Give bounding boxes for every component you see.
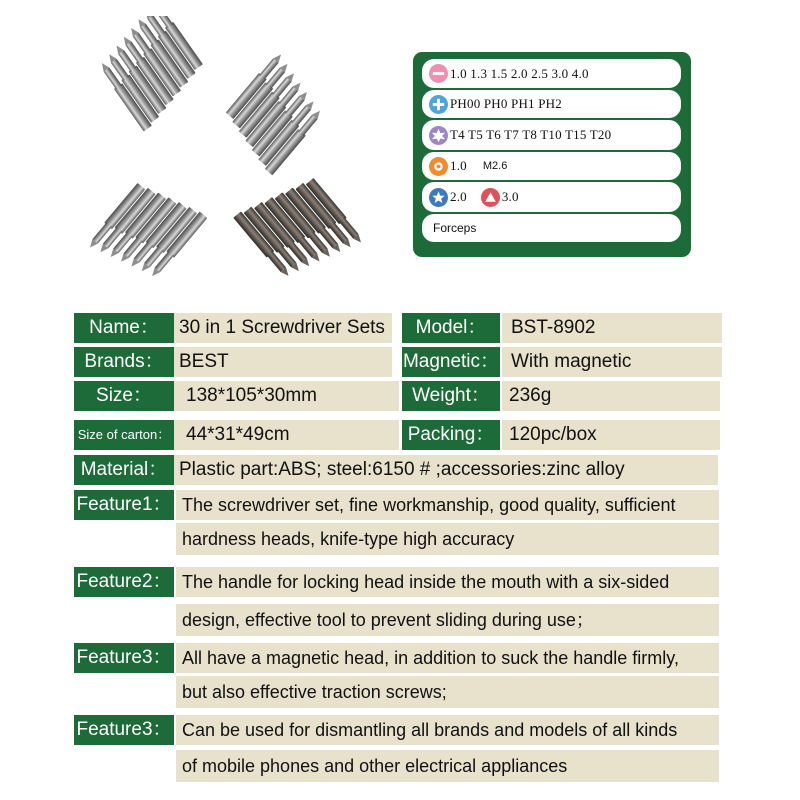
bit-types-panel (413, 52, 691, 257)
magnetic-value: With magnetic (502, 347, 722, 377)
bit-cluster-bottom-right (233, 162, 365, 295)
star-circle-icon (429, 126, 448, 145)
ring-circle-icon (429, 157, 448, 176)
bit-row-torx (422, 120, 681, 150)
feature2-line1: The handle for locking head inside the mouth with a six-sided (176, 567, 719, 597)
packing-label: Packing： (402, 420, 500, 450)
bit-row-forceps (422, 214, 681, 242)
feature1-label: Feature1： (74, 490, 174, 520)
brands-label: Brands： (74, 347, 174, 377)
size-value: 138*105*30mm (174, 381, 399, 411)
feature1-line2: hardness heads, knife-type high accuracy (176, 523, 719, 555)
ring-size: 1.0 (450, 158, 467, 173)
model-value: BST-8902 (502, 313, 722, 343)
phillips-sizes: PH00 PH0 PH1 PH2 (450, 96, 562, 111)
forceps-label: Forceps (433, 221, 477, 235)
slotted-sizes: 1.0 1.3 1.5 2.0 2.5 3.0 4.0 (450, 65, 589, 81)
feature3-line1: All have a magnetic head, in addition to suck the handle firmly, (176, 643, 719, 673)
weight-value: 236g (502, 381, 720, 411)
triangle-icon (481, 188, 500, 207)
bit-row-tri-wing (422, 152, 681, 180)
bit-row-phillips (422, 90, 681, 118)
name-value: 30 in 1 Screwdriver Sets (174, 313, 392, 343)
m-size: M2.6 (482, 160, 508, 172)
bit-cluster-top-left (88, 16, 215, 131)
size-label: Size： (74, 381, 174, 411)
packing-value: 120pc/box (502, 420, 720, 450)
model-label: Model： (402, 313, 500, 343)
feature4-line2: of mobile phones and other electrical appliances (176, 750, 719, 782)
torx-sizes: T4 T5 T6 T7 T8 T10 T15 T20 (450, 127, 612, 142)
pentalobe-icon (429, 188, 448, 207)
triangle-size: 3.0 (501, 189, 519, 204)
bit-row-slotted (422, 59, 681, 88)
feature3-line2: but also effective traction screws; (176, 676, 719, 708)
feature3-label: Feature3： (74, 643, 174, 673)
name-label: Name： (74, 313, 174, 343)
bit-cluster-top-right (214, 51, 335, 175)
minus-circle-icon (429, 64, 448, 83)
carton-size-value: 44*31*49cm (174, 420, 399, 450)
brands-value: BEST (174, 347, 392, 377)
material-value: Plastic part:ABS; steel:6150 # ;accessories:zinc alloy (174, 455, 718, 485)
feature4-label: Feature3： (74, 715, 174, 745)
feature2-label: Feature2： (74, 567, 174, 597)
feature2-line2: design, effective tool to prevent sliding during use； (176, 604, 719, 636)
carton-size-label: Size of carton： (74, 420, 174, 450)
material-label: Material： (74, 455, 174, 485)
feature4-line1: Can be used for dismantling all brands and models of all kinds (176, 715, 719, 745)
feature1-line1: The screwdriver set, fine workmanship, good quality, sufficient (176, 490, 719, 520)
bit-cluster-bottom-left (88, 169, 207, 293)
plus-circle-icon (429, 95, 448, 114)
magnetic-label: Magnetic： (402, 347, 500, 377)
screwdriver-bits-image (88, 16, 368, 306)
weight-label: Weight： (402, 381, 500, 411)
bit-row-pentalobe (422, 182, 681, 212)
pentalobe-size: 2.0 (450, 189, 467, 204)
